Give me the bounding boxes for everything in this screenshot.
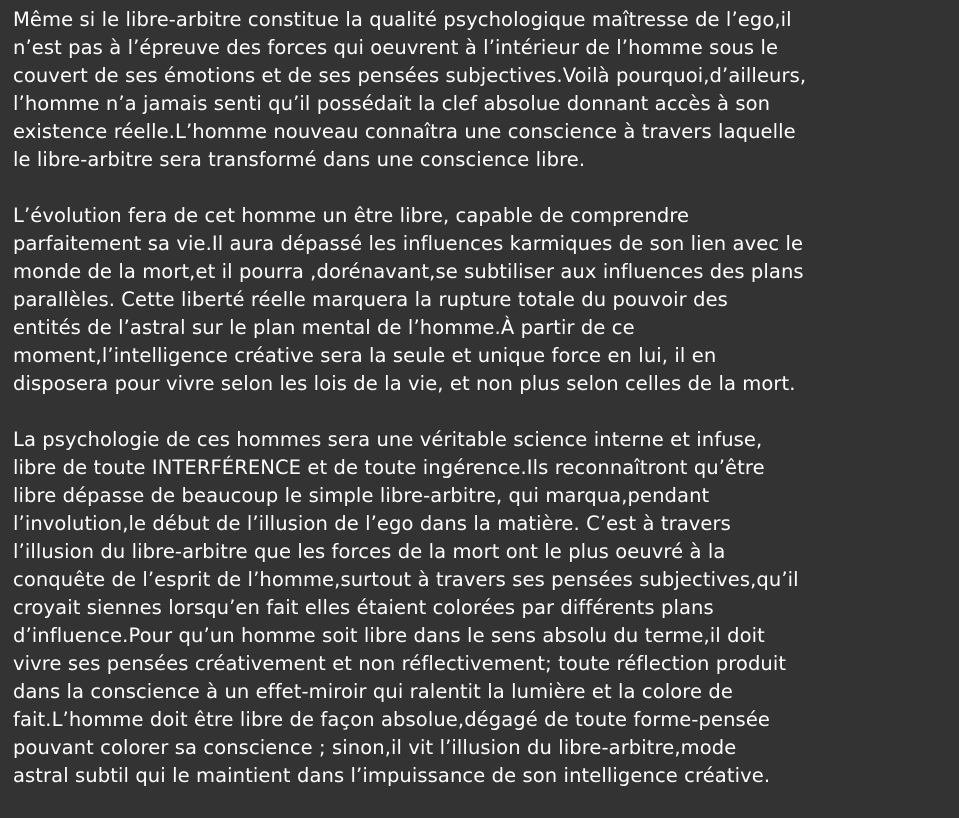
text-line: entités de l’astral sur le plan mental de l’homme.À partir de ce	[13, 316, 635, 339]
text-line: libre de toute INTERFÉRENCE et de toute ingérence.Ils reconnaîtront qu’être	[13, 456, 765, 479]
text-line: le libre-arbitre sera transformé dans une conscience libre.	[13, 148, 586, 171]
text-line: astral subtil qui le maintient dans l’impuissance de son intelligence créative.	[13, 764, 771, 787]
paragraph-2	[13, 202, 959, 398]
document-body	[13, 6, 959, 818]
text-line: La psychologie de ces hommes sera une véritable science interne et infuse,	[13, 428, 763, 451]
text-line: Même si le libre-arbitre constitue la qualité psychologique maîtresse de l’ego,il	[13, 8, 792, 31]
text-line: l’involution,le début de l’illusion de l’ego dans la matière. C’est à travers	[13, 512, 731, 535]
text-line: vivre ses pensées créativement et non réflectivement; toute réflection produit	[13, 652, 787, 675]
text-line: dans la conscience à un effet-miroir qui ralentit la lumière et la colore de	[13, 680, 733, 703]
text-line: d’influence.Pour qu’un homme soit libre dans le sens absolu du terme,il doit	[13, 624, 765, 647]
text-line: n’est pas à l’épreuve des forces qui oeuvrent à l’intérieur de l’homme sous le	[13, 36, 779, 59]
text-line: croyait siennes lorsqu’en fait elles étaient colorées par différents plans	[13, 596, 714, 619]
text-line: L’évolution fera de cet homme un être libre, capable de comprendre	[13, 204, 690, 227]
text-line: couvert de ses émotions et de ses pensées subjectives.Voilà pourquoi,d’ailleurs,	[13, 64, 807, 87]
text-line: disposera pour vivre selon les lois de la vie, et non plus selon celles de la mort.	[13, 372, 796, 395]
text-line: existence réelle.L’homme nouveau connaîtra une conscience à travers laquelle	[13, 120, 796, 143]
text-line: conquête de l’esprit de l’homme,surtout à travers ses pensées subjectives,qu’il	[13, 568, 799, 591]
text-line: fait.L’homme doit être libre de façon absolue,dégagé de toute forme-pensée	[13, 708, 771, 731]
text-line: l’homme n’a jamais senti qu’il possédait la clef absolue donnant accès à son	[13, 92, 771, 115]
text-line: l’illusion du libre-arbitre que les forces de la mort ont le plus oeuvré à la	[13, 540, 726, 563]
text-line: libre dépasse de beaucoup le simple libre-arbitre, qui marqua,pendant	[13, 484, 710, 507]
text-line: parfaitement sa vie.Il aura dépassé les influences karmiques de son lien avec le	[13, 232, 804, 255]
text-line: moment,l’intelligence créative sera la seule et unique force en lui, il en	[13, 344, 717, 367]
text-line: pouvant colorer sa conscience ; sinon,il vit l’illusion du libre-arbitre,mode	[13, 736, 737, 759]
text-line: monde de la mort,et il pourra ,dorénavant,se subtiliser aux influences des plans	[13, 260, 804, 283]
paragraph-3	[13, 426, 959, 790]
paragraph-1	[13, 6, 959, 174]
text-line: parallèles. Cette liberté réelle marquera la rupture totale du pouvoir des	[13, 288, 728, 311]
